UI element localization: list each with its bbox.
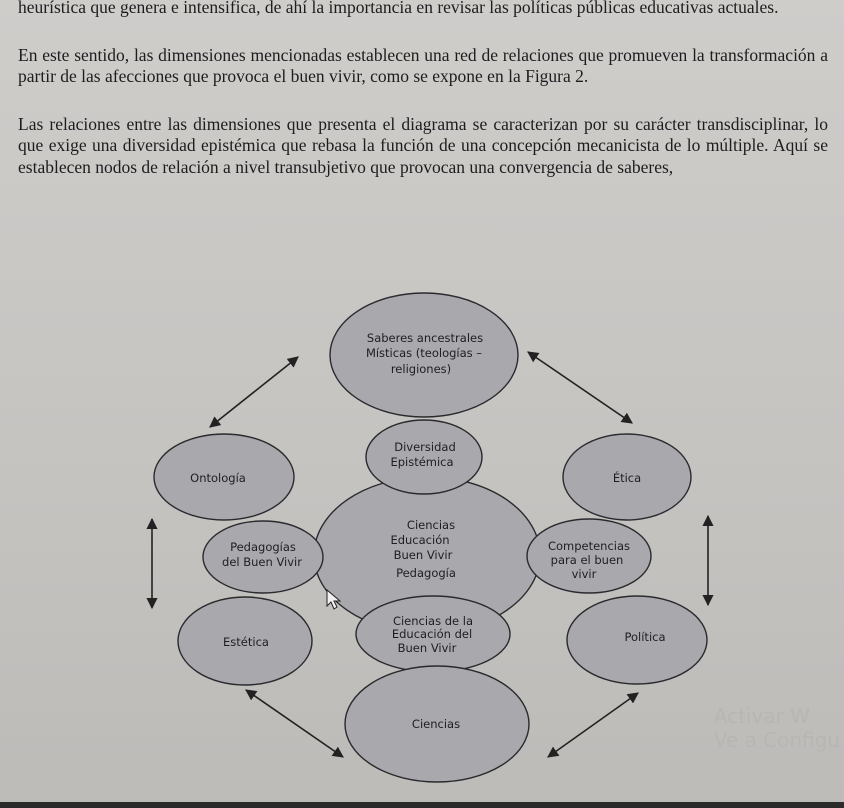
competencias-label-3: vivir bbox=[571, 567, 597, 581]
paragraph-1: heurística que genera e intensifica, de ahí la importancia en revisar las políticas públicas educativas actuales. bbox=[18, 0, 779, 17]
center-label-1: Ciencias bbox=[406, 518, 456, 532]
pedagogias-label-1: Pedagogías bbox=[230, 540, 296, 554]
etica-label: Ética bbox=[612, 471, 642, 485]
paragraph-2: En este sentido, las dimensiones mencionadas establecen una red de relaciones que promueven la transformación a partir de las afecciones que provoca el buen vivir, como se expone en la Figura 2. bbox=[18, 44, 828, 86]
competencias-label-2: para el buen bbox=[550, 553, 624, 567]
ontologia-label: Ontología bbox=[190, 471, 246, 485]
center-label-4: Pedagogía bbox=[396, 566, 456, 580]
ciencias-label: Ciencias bbox=[411, 717, 461, 731]
windows-activation-watermark bbox=[714, 704, 840, 752]
center-label-2: Educación bbox=[390, 533, 450, 547]
estetica-label: Estética bbox=[223, 635, 269, 649]
ciencias-educacion-label-1: Ciencias de la bbox=[392, 614, 474, 628]
paragraph-3: Las relaciones entre las dimensiones que presenta el diagrama se caracterizan por su carácter transdisciplinar, lo que exige una diversidad epistémica que rebasa la función de una concepción mecanicista de lo múltiple. Aquí se establecen nodos de relación a nivel transubjetivo que provocan una convergencia de saberes, bbox=[18, 113, 828, 177]
ciencias-educacion-label-2: Educación del bbox=[391, 627, 473, 641]
saberes-label-1: Saberes ancestrales bbox=[366, 331, 484, 345]
ciencias-educacion-label-3: Buen Vivir bbox=[397, 641, 457, 655]
saberes-label-2: Místicas (teologías – bbox=[365, 346, 483, 360]
center-label-3: Buen Vivir bbox=[393, 548, 453, 562]
arrow-saberes-ontologia bbox=[210, 357, 298, 427]
arrow-ciencias-politica bbox=[548, 693, 638, 757]
bottom-edge-bar bbox=[0, 802, 844, 808]
arrow-saberes-etica bbox=[528, 352, 632, 423]
diversidad-label-1: Diversidad bbox=[394, 440, 456, 454]
watermark-line-1: Activar W bbox=[713, 704, 810, 728]
competencias-label-1: Competencias bbox=[547, 539, 631, 553]
arrow-estetica-ciencias bbox=[246, 690, 343, 757]
pedagogias-label-2: del Buen Vivir bbox=[222, 555, 302, 569]
saberes-label-3: religiones) bbox=[390, 362, 452, 376]
politica-label: Política bbox=[624, 630, 666, 644]
watermark-line-2: Ve a Configu bbox=[713, 728, 840, 752]
diversidad-label-2: Epistémica bbox=[390, 455, 454, 469]
